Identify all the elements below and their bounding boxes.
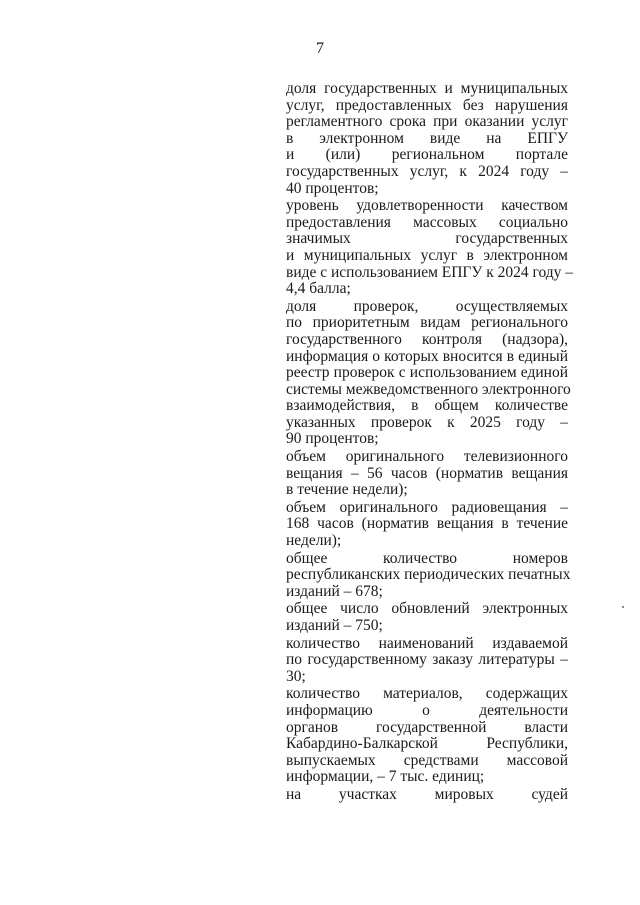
scan-speck [622,606,624,608]
document-body [286,80,574,805]
text-line: объем оригинального радиовещания – [286,498,568,516]
paragraph [286,500,568,550]
paragraph [286,686,568,786]
text-line: в течение недели); [286,481,408,499]
text-line: реестр проверок с использованием единой [286,364,568,382]
paragraph [286,636,568,686]
text-line: и муниципальных услуг в электронном [286,246,568,264]
text-line: в электронном виде на ЕПГУ [286,129,568,147]
text-line: доля проверок, осуществляемых [286,297,568,315]
text-line: информацию о деятельности [286,701,568,719]
text-line: количество наименований издаваемой [286,634,568,652]
text-line: по приоритетным видам регионального [286,314,568,332]
text-line: изданий – 678; [286,582,383,600]
text-line: 4,4 балла; [286,280,351,298]
text-line: общее количество номеров [286,549,568,567]
text-line: количество материалов, содержащих [286,685,568,703]
text-line: республиканских периодических печатных [286,566,571,584]
paragraph [286,787,568,804]
text-line: информация о которых вносится в единый [286,347,568,365]
text-line: значимых государственных [286,230,568,248]
text-line: услуг, предоставленных без нарушения [286,96,568,114]
text-line: на участках мировых судей [286,785,568,803]
text-line: по государственному заказу литературы – [286,651,568,669]
text-line: уровень удовлетворенности качеством [286,197,568,215]
text-line: указанных проверок к 2025 году – [286,413,568,431]
text-line: вещания – 56 часов (норматив вещания [286,464,568,482]
text-line: органов государственной власти [286,718,568,736]
paragraph [286,449,568,499]
text-line: государственного контроля (надзора), [286,330,568,348]
text-line: взаимодействия, в общем количестве [286,397,568,415]
text-line: общее число обновлений электронных [286,600,568,618]
text-line: предоставления массовых социально [286,213,568,231]
paragraph-gap [286,804,568,805]
paragraph [286,601,568,634]
text-line: системы межведомственного электронного [286,380,571,398]
text-line: изданий – 750; [286,617,383,634]
text-line: Кабардино-Балкарской Республики, [286,735,568,753]
text-line: регламентного срока при оказании услуг [286,113,568,131]
page-number: 7 [316,40,324,57]
text-line: 90 процентов; [286,430,379,448]
text-line: 40 процентов; [286,179,379,197]
paragraph [286,297,571,448]
text-line: недели); [286,532,342,550]
text-line: виде с использованием ЕПГУ к 2024 году – [286,263,574,281]
paragraph [286,549,571,601]
text-line: государственных услуг, к 2024 году – [286,162,568,180]
text-line: и (или) региональном портале [286,146,568,164]
text-line: 30; [286,667,306,685]
paragraph [286,81,568,197]
text-line: 168 часов (норматив вещания в течение [286,515,568,533]
text-line: выпускаемых средствами массовой [286,751,568,769]
paragraph [286,197,574,298]
text-line: информации, – 7 тыс. единиц; [286,768,485,786]
text-line: объем оригинального телевизионного [286,448,568,466]
text-line: доля государственных и муниципальных [286,80,568,97]
